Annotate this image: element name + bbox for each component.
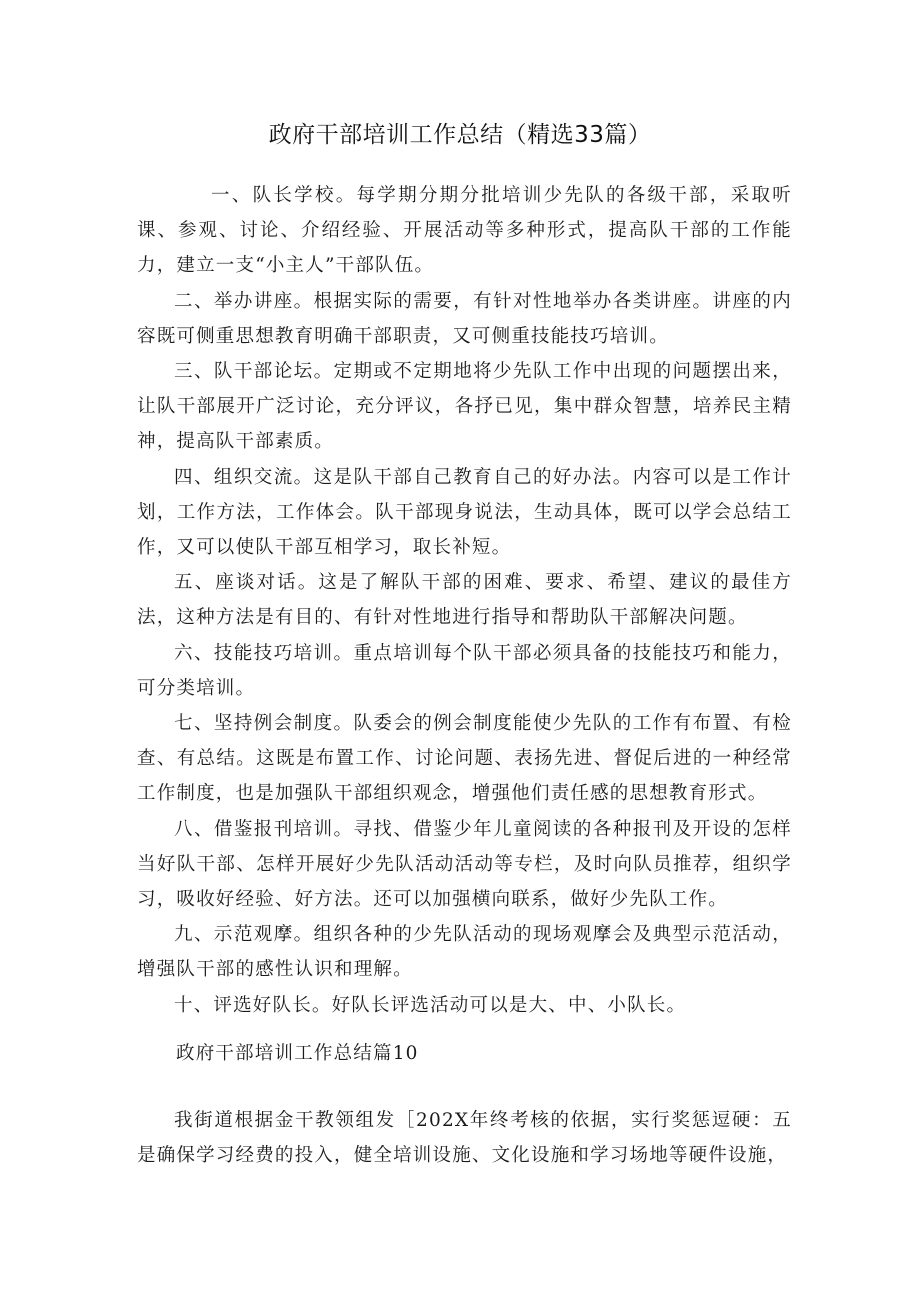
document-title: 政府干部培训工作总结（精选33篇） [268,122,652,148]
paragraph-2: 二、举办讲座。根据实际的需要，有针对性地举办各类讲座。讲座的内容既可侧重思想教育明确干部职责，又可侧重技能技巧培训。 [137,290,792,347]
paragraph-6: 六、技能技巧培训。重点培训每个队干部必须具备的技能技巧和能力，可分类培训。 [137,642,792,699]
paragraph-4: 四、组织交流。这是队干部自己教育自己的好办法。内容可以是工作计划，工作方法，工作体会。队干部现身说法，生动具体，既可以学会总结工作，又可以使队干部互相学习，取长补短。 [137,466,792,559]
paragraph-7: 七、坚持例会制度。队委会的例会制度能使少先队的工作有布置、有检查、有总结。这既是布置工作、讨论问题、表扬先进、督促后进的一种经常工作制度，也是加强队干部组织观念，增强他们责任感的思想教育形式。 [137,713,792,805]
document-body [137,178,792,1023]
paragraph-10: 十、评选好队长。好队长评选活动可以是大、中、小队长。 [174,994,687,1016]
paragraph-9: 九、示范观摩。组织各种的少先队活动的现场观摩会及典型示范活动，增强队干部的感性认识和理解。 [137,924,792,981]
section-heading: 政府干部培训工作总结篇10 [176,1043,419,1064]
tail-paragraph: 我街道根据金干教领组发［202X年终考核的依据，实行奖惩逗硬：五是确保学习经费的投入，健全培训设施、文化设施和学习场地等硬件设施， [137,1110,792,1167]
paragraph-5: 五、座谈对话。这是了解队干部的困难、要求、希望、建议的最佳方法，这种方法是有目的、有针对性地进行指导和帮助队干部解决问题。 [137,572,792,629]
paragraph-1: 一、队长学校。每学期分期分批培训少先队的各级干部，采取听课、参观、讨论、介绍经验、开展活动等多种形式，提高队干部的工作能力，建立一支“小主人”干部队伍。 [137,185,792,277]
paragraph-8: 八、借鉴报刊培训。寻找、借鉴少年儿童阅读的各种报刊及开设的怎样当好队干部、怎样开展好少先队活动活动等专栏，及时向队员推荐，组织学习，吸收好经验、好方法。还可以加强横向联系，做好少先队工作。 [137,818,792,911]
tail-body [137,1103,792,1173]
paragraph-3: 三、队干部论坛。定期或不定期地将少先队工作中出现的问题摆出来，让队干部展开广泛讨论，充分评议，各抒已见，集中群众智慧，培养民主精神，提高队干部素质。 [137,361,792,453]
